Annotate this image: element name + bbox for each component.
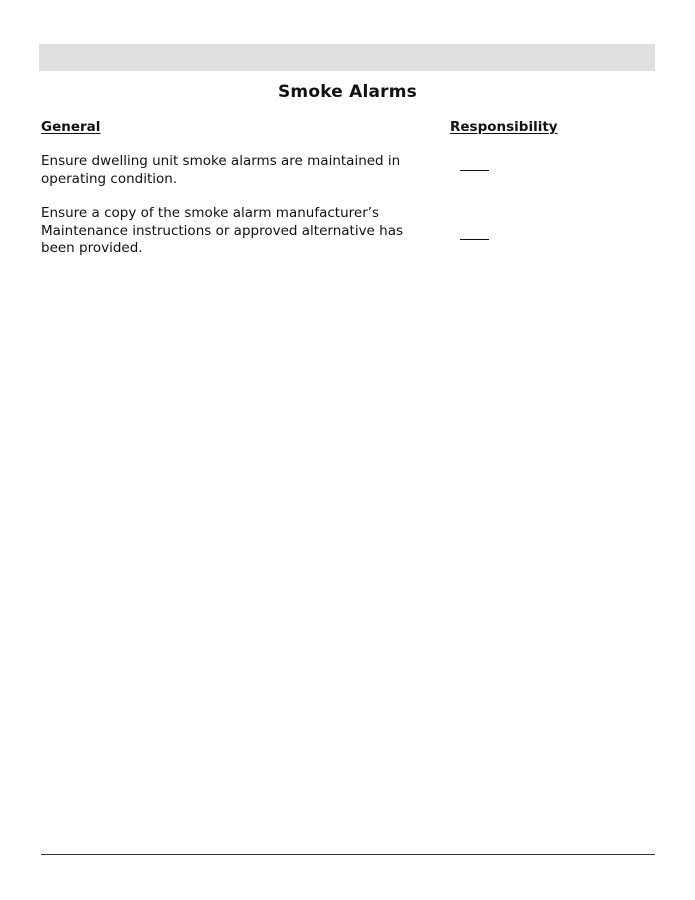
footer-rule [41,854,655,855]
responsibility-blank-line[interactable] [460,170,489,171]
page-title: Smoke Alarms [277,82,417,102]
header-bar [39,44,655,71]
responsibility-blank-line[interactable] [460,239,489,240]
column-header-responsibility: Responsibility [450,119,558,135]
checklist-item-text: Ensure a copy of the smoke alarm manufacturer’s Maintenance instructions or approved alternative has been provided. [41,205,404,256]
column-header-general: General [41,119,101,135]
checklist-item-text: Ensure dwelling unit smoke alarms are maintained in operating condition. [41,153,401,187]
